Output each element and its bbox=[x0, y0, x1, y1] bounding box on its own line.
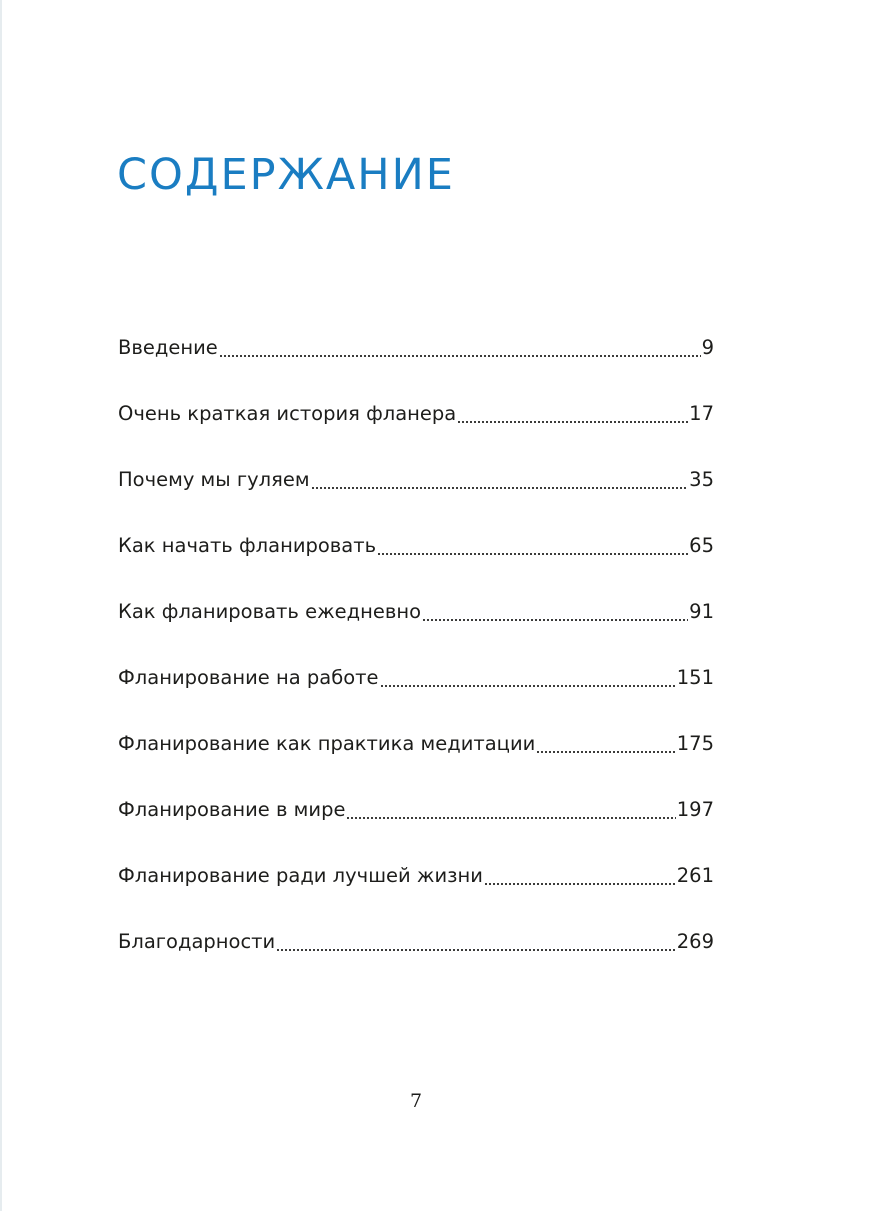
toc-entry-title: Очень краткая история фланера bbox=[118, 402, 457, 425]
toc-entry-title: Почему мы гуляем bbox=[118, 468, 310, 491]
toc-entry-title: Фланирование в мире bbox=[118, 798, 346, 821]
toc-entry-page: 91 bbox=[689, 600, 714, 623]
toc-entry-page: 269 bbox=[676, 930, 714, 953]
toc-entry-page: 65 bbox=[689, 534, 714, 557]
toc-entry[interactable] bbox=[118, 331, 714, 397]
toc-entry-title: Фланирование на работе bbox=[118, 666, 379, 689]
toc-entry-page: 175 bbox=[676, 732, 714, 755]
toc-entry[interactable] bbox=[118, 397, 714, 463]
dot-leader bbox=[422, 603, 688, 623]
toc-entry-title: Как начать фланировать bbox=[118, 534, 377, 557]
toc-entry[interactable] bbox=[118, 661, 714, 727]
toc-entry[interactable] bbox=[118, 727, 714, 793]
dot-leader bbox=[380, 669, 676, 689]
page-number: 7 bbox=[409, 1090, 423, 1112]
toc-entry[interactable] bbox=[118, 859, 714, 925]
dot-leader bbox=[377, 537, 688, 557]
toc-entry[interactable] bbox=[118, 793, 714, 859]
table-of-contents bbox=[118, 331, 714, 991]
toc-entry[interactable] bbox=[118, 595, 714, 661]
toc-entry[interactable] bbox=[118, 925, 714, 991]
toc-entry-title: Фланирование как практика медитации bbox=[118, 732, 536, 755]
dot-leader bbox=[276, 933, 676, 953]
toc-entry-title: Введение bbox=[118, 336, 218, 359]
toc-entry-page: 197 bbox=[676, 798, 714, 821]
dot-leader bbox=[484, 867, 676, 887]
toc-entry-title: Как фланировать ежедневно bbox=[118, 600, 422, 623]
toc-entry-title: Фланирование ради лучшей жизни bbox=[118, 864, 483, 887]
toc-entry-page: 17 bbox=[689, 402, 714, 425]
toc-entry[interactable] bbox=[118, 529, 714, 595]
dot-leader bbox=[219, 339, 701, 359]
page-title: СОДЕРЖАНИЕ bbox=[117, 150, 455, 200]
toc-entry-page: 261 bbox=[676, 864, 714, 887]
dot-leader bbox=[536, 735, 675, 755]
dot-leader bbox=[457, 405, 688, 425]
toc-entry-page: 151 bbox=[676, 666, 714, 689]
toc-entry-page: 35 bbox=[689, 468, 714, 491]
dot-leader bbox=[311, 471, 689, 491]
dot-leader bbox=[346, 801, 675, 821]
toc-entry-page: 9 bbox=[701, 336, 714, 359]
toc-entry-title: Благодарности bbox=[118, 930, 276, 953]
toc-entry[interactable] bbox=[118, 463, 714, 529]
page-edge bbox=[0, 0, 2, 1211]
